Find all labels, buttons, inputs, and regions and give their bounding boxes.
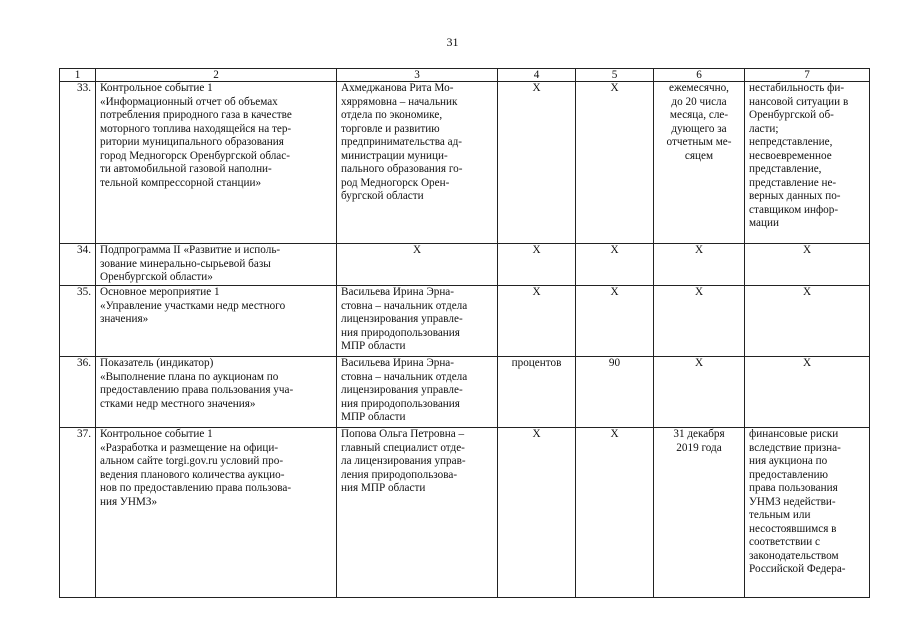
risks-cell — [745, 244, 870, 286]
cell-text-line: ния аукциона по — [749, 455, 828, 467]
cell-text-line: Попова Ольга Петровна – — [341, 428, 465, 440]
cell-text-line: соответствии с — [749, 536, 820, 548]
deadline-cell — [654, 244, 745, 286]
column-number-header — [60, 69, 870, 82]
cell-text-line: «Разработка и размещение на офици- — [100, 441, 279, 454]
cell-text-line: Контрольное событие 1 — [100, 82, 213, 94]
cell-text-line: ласти; — [749, 122, 779, 135]
value-cell — [576, 244, 654, 286]
cell-text-line: представление не- — [749, 176, 837, 189]
unit-cell — [498, 286, 576, 357]
cell-text-line: ставщиком инфор- — [749, 203, 839, 216]
cell-text-line: Х — [694, 357, 704, 369]
cell-text-line: ния МПР области — [341, 482, 426, 494]
cell-text-line: финансовые риски — [749, 428, 839, 440]
value-cell — [576, 428, 654, 598]
row-number-cell: 36. — [60, 357, 96, 428]
cell-text-line: ти автомобильной газовой наполни- — [100, 163, 272, 175]
cell-text-line: «Выполнение плана по аукционам по — [100, 370, 279, 383]
cell-text-line: Оренбургской об- — [749, 109, 834, 121]
cell-text-line: ежемесячно, — [669, 82, 729, 94]
cell-text-line: месяца, сле- — [669, 109, 729, 121]
column-number: 5 — [576, 69, 654, 82]
cell-text-line: Х — [694, 286, 704, 298]
cell-text-line: род Медногорск Орен- — [341, 176, 450, 189]
cell-text-line: Х — [610, 82, 619, 94]
cell-text-line: нов по предоставлению права пользова- — [100, 482, 292, 494]
responsible-cell — [337, 244, 498, 286]
row-number-cell: 37. — [60, 428, 96, 598]
plan-table — [59, 68, 870, 598]
cell-text-line: права пользования — [749, 482, 838, 494]
responsible-cell — [337, 286, 498, 357]
column-number: 3 — [337, 69, 498, 82]
cell-text-line: представление, — [749, 163, 822, 175]
cell-text-line: Контрольное событие 1 — [100, 428, 213, 440]
cell-text-line: лицензирования управле- — [341, 384, 463, 396]
column-number: 1 — [60, 69, 96, 82]
responsible-cell — [337, 428, 498, 598]
table-row — [60, 357, 870, 428]
unit-cell — [498, 244, 576, 286]
risks-cell — [745, 428, 870, 598]
cell-text-line: Х — [610, 286, 619, 298]
risks-cell — [745, 286, 870, 357]
cell-text-line: Х — [532, 428, 541, 440]
cell-text-line: торговле и развитию — [341, 122, 440, 135]
cell-text-line: бургской области — [341, 190, 424, 202]
page-number: 31 — [446, 35, 459, 49]
risks-cell — [745, 82, 870, 244]
cell-text-line: вследствие призна- — [749, 441, 841, 454]
cell-text-line: пального образования го- — [341, 163, 463, 175]
cell-text-line: УНМЗ недействи- — [749, 495, 836, 508]
row-number-cell: 35. — [60, 286, 96, 357]
cell-text-line: дующего за — [671, 122, 727, 135]
cell-text-line: до 20 числа — [671, 95, 727, 108]
cell-text-line: предоставлению — [749, 468, 828, 481]
responsible-cell — [337, 357, 498, 428]
column-number: 7 — [745, 69, 870, 82]
cell-text-line: Показатель (индикатор) — [100, 357, 214, 369]
event-name-cell — [96, 286, 337, 357]
cell-text-line: значения» — [100, 313, 149, 325]
column-number: 2 — [96, 69, 337, 82]
cell-text-line: верных данных по- — [749, 190, 841, 202]
cell-text-line: потребления природного газа в качестве — [100, 109, 292, 121]
cell-text-line: предоставлению права пользования уча- — [100, 384, 294, 396]
cell-text-line: «Управление участками недр местного — [100, 299, 286, 312]
cell-text-line: непредставление, — [749, 136, 833, 148]
cell-text-line: город Медногорск Оренбургской облас- — [100, 149, 290, 162]
cell-text-line: альном сайте torgi.gov.ru условий про- — [100, 455, 284, 467]
cell-text-line: МПР области — [341, 411, 406, 423]
value-cell — [576, 286, 654, 357]
cell-text-line: Х — [610, 428, 619, 440]
deadline-cell — [654, 428, 745, 598]
cell-text-line: моторного топлива находящейся на тер- — [100, 122, 292, 135]
cell-text-line: отдела по экономике, — [341, 109, 443, 121]
cell-text-line: Основное мероприятие 1 — [100, 286, 220, 298]
event-name-cell — [96, 428, 337, 598]
cell-text-line: Х — [802, 357, 812, 369]
cell-text-line: мации — [749, 217, 779, 229]
cell-text-line: Х — [694, 244, 704, 256]
risks-cell — [745, 357, 870, 428]
cell-text-line: тельным или — [749, 509, 811, 521]
table-row — [60, 286, 870, 357]
cell-text-line: ритории муниципального образования — [100, 136, 284, 148]
cell-text-line: Х — [532, 82, 541, 94]
cell-text-line: несвоевременное — [749, 149, 832, 162]
row-number-cell: 33. — [60, 82, 96, 244]
cell-text-line: предпринимательства ад- — [341, 136, 462, 148]
table-row — [60, 428, 870, 598]
cell-text-line: стками недр местного значения» — [100, 397, 256, 410]
cell-text-line: нансовой ситуации в — [749, 95, 849, 108]
cell-text-line: Оренбургской области» — [100, 271, 213, 283]
cell-text-line: Васильева Ирина Эрна- — [341, 357, 454, 369]
cell-text-line: Российской Федера- — [749, 563, 846, 575]
cell-text-line: Х — [412, 244, 422, 256]
cell-text-line: законодательством — [749, 549, 839, 562]
deadline-cell — [654, 286, 745, 357]
cell-text-line: Х — [802, 244, 812, 256]
cell-text-line: «Информационный отчет об объемах — [100, 95, 278, 108]
unit-cell — [498, 428, 576, 598]
column-number: 4 — [498, 69, 576, 82]
event-name-cell — [96, 82, 337, 244]
cell-text-line: главный специалист отде- — [341, 441, 465, 454]
cell-text-line: ведения планового количества аукцио- — [100, 468, 285, 481]
value-cell — [576, 357, 654, 428]
cell-text-line: Х — [532, 244, 541, 256]
cell-text-line: Ахмеджанова Рита Мо- — [341, 82, 454, 94]
cell-text-line: зование минерально-сырьевой базы — [100, 257, 271, 270]
cell-text-line: ния природопользования — [341, 326, 460, 339]
cell-text-line: Х — [802, 286, 812, 298]
deadline-cell — [654, 357, 745, 428]
event-name-cell — [96, 357, 337, 428]
cell-text-line: ния природопользования — [341, 397, 460, 410]
cell-text-line: отчетным ме- — [666, 136, 732, 148]
cell-text-line: несостоявшимся в — [749, 522, 837, 535]
value-cell — [576, 82, 654, 244]
responsible-cell — [337, 82, 498, 244]
cell-text-line: стовна – начальник отдела — [341, 370, 468, 383]
cell-text-line: Х — [532, 286, 541, 298]
table-row — [60, 244, 870, 286]
cell-text-line: Васильева Ирина Эрна- — [341, 286, 454, 298]
cell-text-line: ла лицензирования управ- — [341, 455, 466, 467]
cell-text-line: хяррямовна – начальник — [341, 95, 458, 108]
table-row — [60, 82, 870, 244]
cell-text-line: министрации муници- — [341, 149, 448, 162]
unit-cell — [498, 82, 576, 244]
cell-text-line: нестабильность фи- — [749, 82, 845, 94]
cell-text-line: Подпрограмма II «Развитие и исполь- — [100, 244, 281, 256]
column-number: 6 — [654, 69, 745, 82]
cell-text-line: процентов — [511, 357, 562, 369]
cell-text-line: ния УНМЗ» — [100, 495, 158, 508]
cell-text-line: 31 декабря — [673, 428, 725, 440]
cell-text-line: Х — [610, 244, 619, 256]
cell-text-line: ления природопользова- — [341, 468, 458, 481]
cell-text-line: лицензирования управле- — [341, 313, 463, 325]
event-name-cell — [96, 244, 337, 286]
cell-text-line: сяцем — [684, 149, 714, 162]
cell-text-line: тельной компрессорной станции» — [100, 176, 262, 189]
deadline-cell — [654, 82, 745, 244]
cell-text-line: 2019 года — [676, 441, 722, 454]
row-number-cell: 34. — [60, 244, 96, 286]
cell-text-line: 90 — [608, 357, 621, 369]
unit-cell — [498, 357, 576, 428]
cell-text-line: стовна – начальник отдела — [341, 299, 468, 312]
cell-text-line: МПР области — [341, 340, 406, 352]
